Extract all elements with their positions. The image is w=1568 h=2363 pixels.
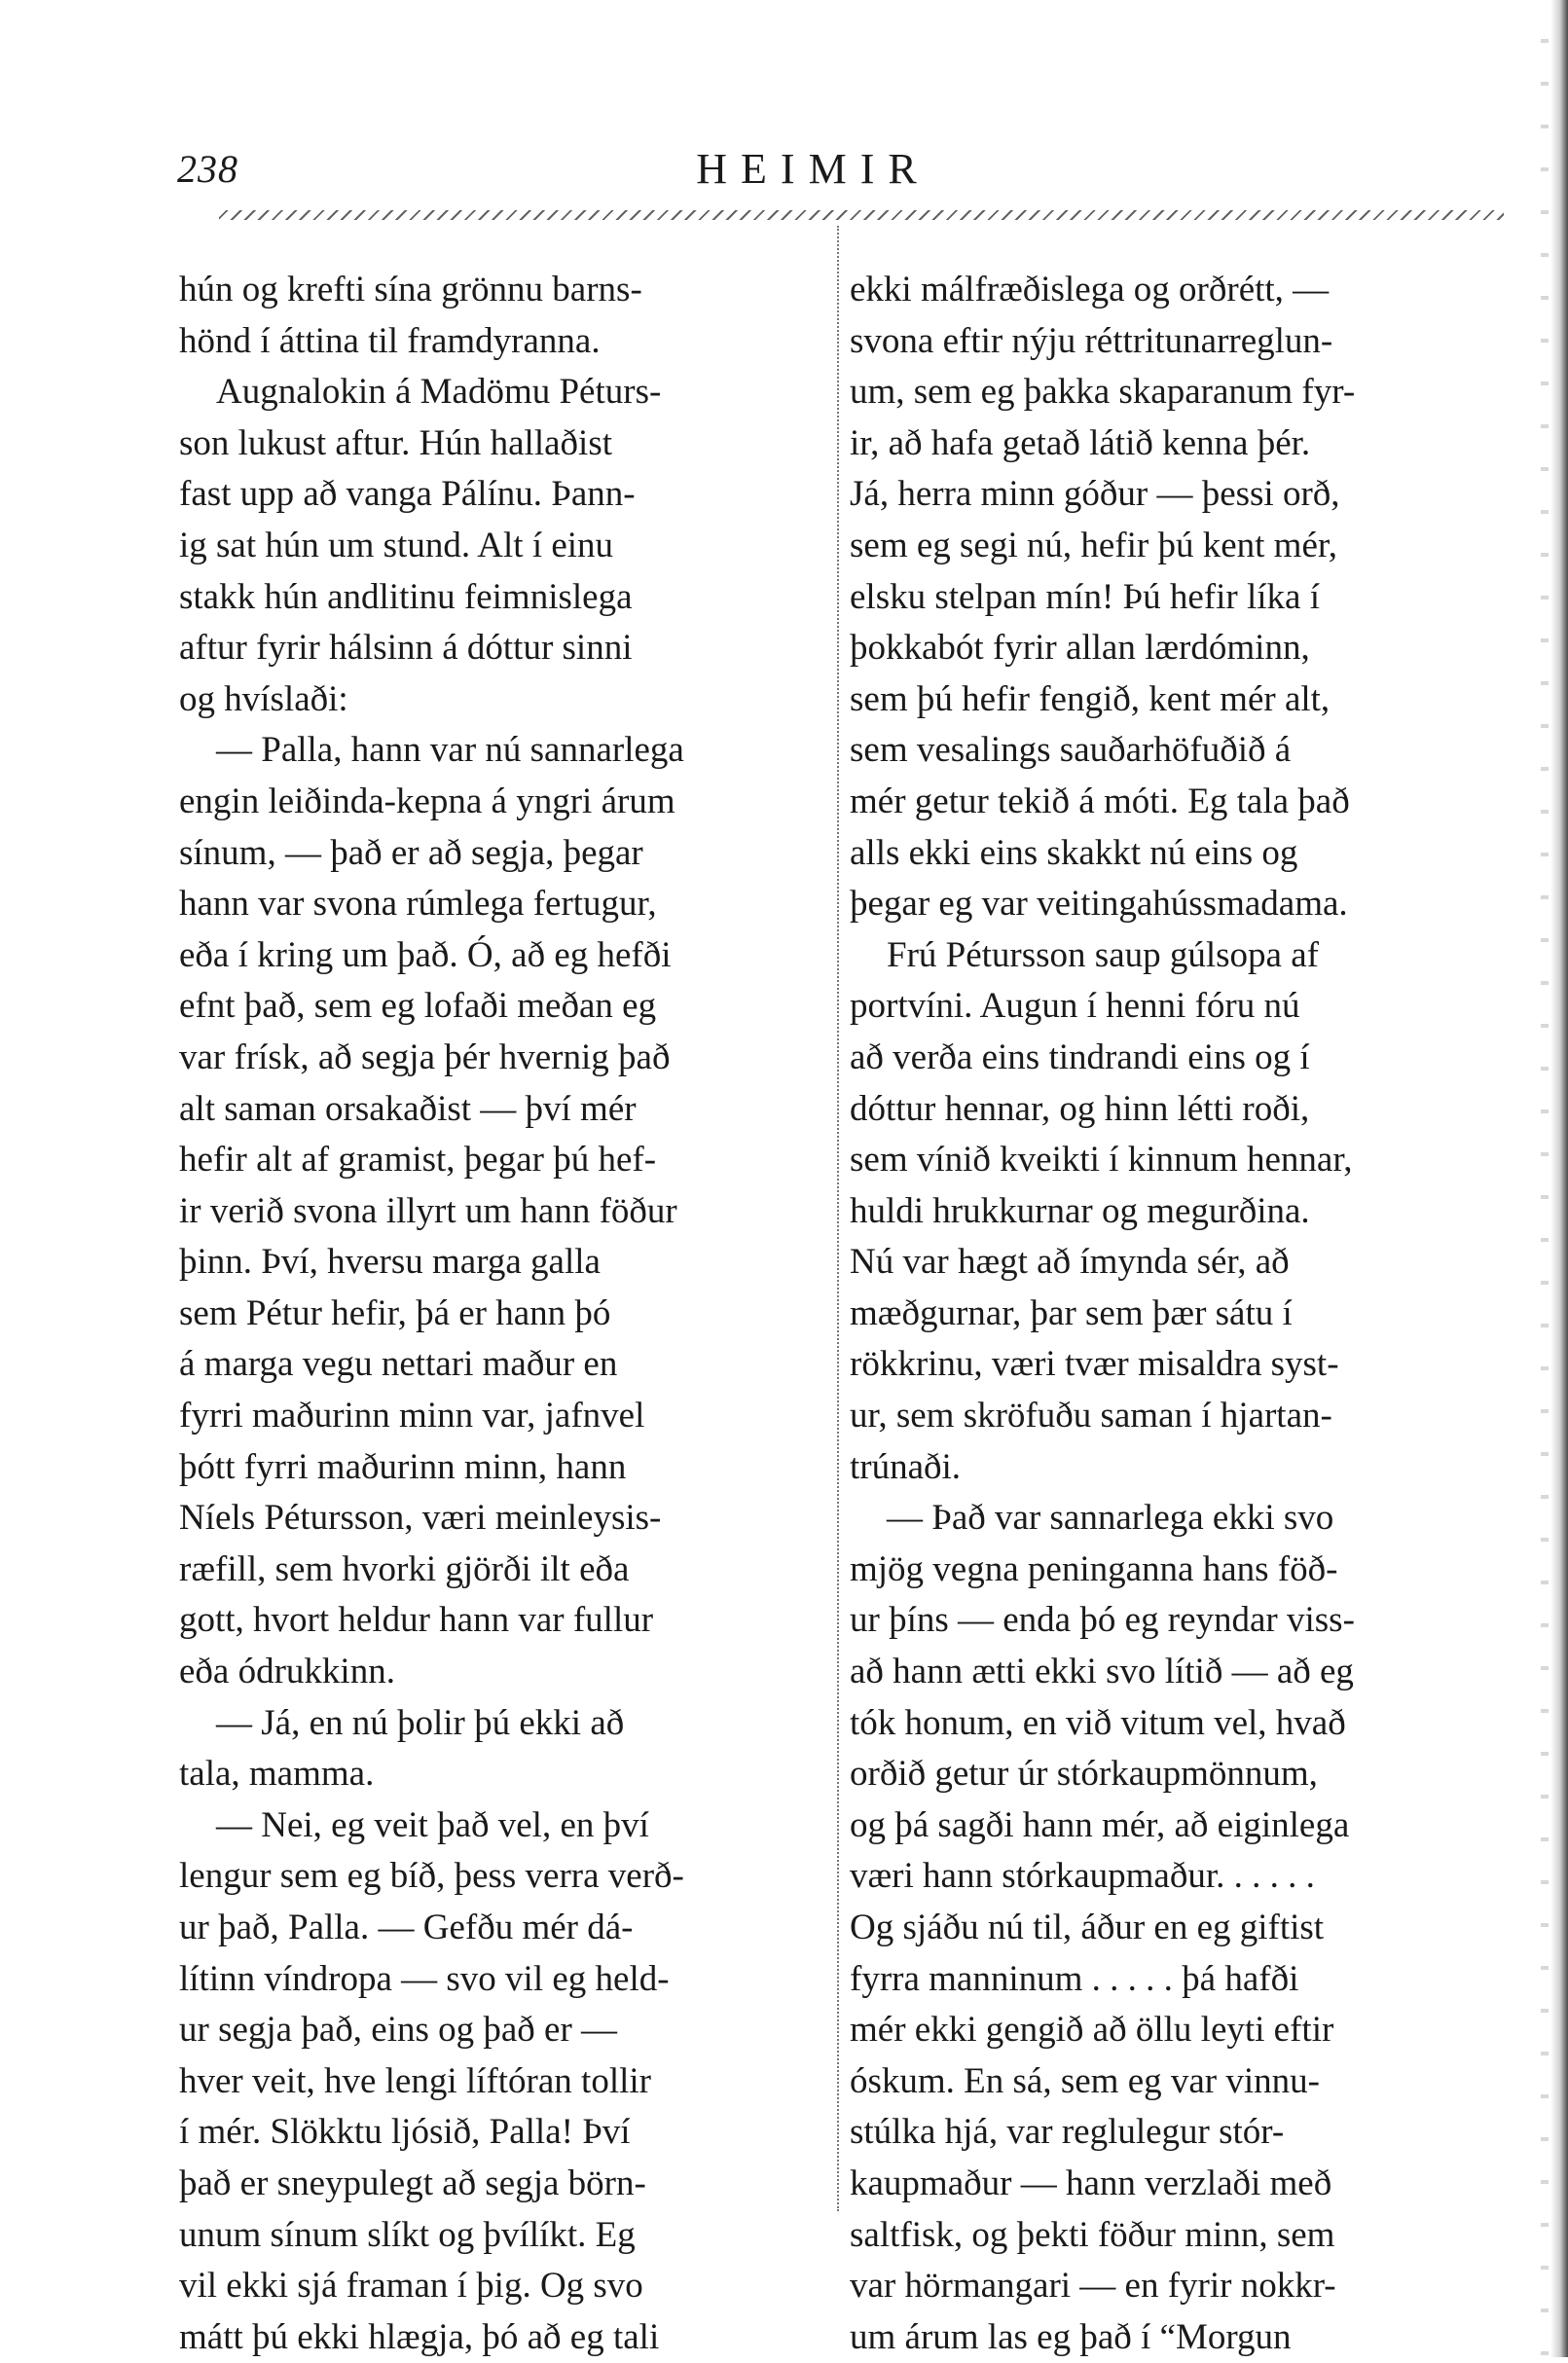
right-column-line: saltfisk, og þekti föður minn, sem — [850, 2214, 1335, 2255]
right-column-line: elsku stelpan mín! Þú hefir líka í — [850, 576, 1320, 617]
right-column-line: stúlka hjá, var reglulegur stór- — [850, 2112, 1285, 2153]
right-column-line: alls ekki eins skakkt nú eins og — [850, 832, 1298, 873]
left-column-line: fyrri maðurinn minn var, jafnvel — [179, 1396, 645, 1436]
right-column-line: ekki málfræðislega og orðrétt, — — [850, 270, 1330, 309]
left-column-line: hver veit, hve lengi líftóran tollir — [179, 2060, 651, 2101]
left-column-line: hefir alt af gramist, þegar þú hef- — [179, 1140, 657, 1181]
left-column-line: fast upp að vanga Pálínu. Þann- — [179, 474, 636, 515]
right-column-line: tók honum, en við vitum vel, hvað — [850, 1702, 1346, 1743]
left-column-line: hönd í áttina til framdyranna. — [179, 320, 601, 361]
right-column-line: kaupmaður — hann verzlaði með — [850, 2163, 1332, 2203]
right-column-line: dóttur hennar, og hinn létti roði, — [850, 1088, 1310, 1129]
left-column-line: þótt fyrri maðurinn minn, hann — [179, 1446, 627, 1487]
left-column-line: lítinn víndropa — svo vil eg held- — [179, 1958, 670, 1999]
right-column-line: var hörmangari — en fyrir nokkr- — [850, 2266, 1336, 2307]
right-column-line: mæðgurnar, þar sem þær sátu í — [850, 1292, 1293, 1333]
left-column-line: aftur fyrir hálsinn á dóttur sinni — [179, 628, 633, 669]
left-column-line: sínum, — það er að segja, þegar — [179, 832, 643, 873]
right-column-line: orðið getur úr stórkaupmönnum, — [850, 1754, 1318, 1795]
left-column-line: ur segja það, eins og það er — — [179, 2010, 618, 2051]
left-column-line: Níels Pétursson, væri meinleysis- — [179, 1498, 662, 1539]
page-edge-shadow — [1550, 0, 1568, 2357]
left-column-line: Augnalokin á Madömu Péturs- — [216, 372, 662, 413]
left-column-line: á marga vegu nettari maður en — [179, 1344, 618, 1385]
right-column-line: sem þú hefir fengið, kent mér alt, — [850, 678, 1331, 719]
column-divider — [837, 226, 839, 2211]
right-column-line: þokkabót fyrir allan lærdóminn, — [850, 628, 1310, 669]
left-column-line: gott, hvort heldur hann var fullur — [179, 1600, 654, 1641]
right-column-line: mér getur tekið á móti. Eg tala það — [850, 781, 1350, 821]
left-column-line: stakk hún andlitinu feimnislega — [179, 576, 633, 617]
left-column-line: sem Pétur hefir, þá er hann þó — [179, 1292, 611, 1333]
left-column-line: eða í kring um það. Ó, að eg hefði — [179, 934, 672, 975]
right-column-line: sem vesalings sauðarhöfuðið á — [850, 730, 1292, 771]
left-column-line: var frísk, að segja þér hvernig það — [179, 1036, 671, 1077]
right-column-line: um, sem eg þakka skaparanum fyr- — [850, 372, 1356, 413]
left-column-line: það er sneypulegt að segja börn- — [179, 2163, 646, 2203]
right-column — [850, 265, 1521, 2363]
left-column-line: í mér. Slökktu ljósið, Palla! Því — [179, 2112, 631, 2153]
left-column-line: son lukust aftur. Hún hallaðist — [179, 422, 612, 463]
right-column-line: portvíni. Augun í henni fóru nú — [850, 986, 1300, 1027]
right-column-line: Frú Pétursson saup gúlsopa af — [887, 934, 1319, 975]
left-column-line: eða ódrukkinn. — [179, 1652, 395, 1692]
page-number: 238 — [177, 147, 238, 191]
right-column-line: trúnaði. — [850, 1446, 962, 1487]
left-column-line: hann var svona rúmlega fertugur, — [179, 884, 657, 925]
left-column-line: þinn. Því, hversu marga galla — [179, 1242, 601, 1283]
right-column-line: Og sjáðu nú til, áður en eg giftist — [850, 1908, 1325, 1947]
right-column-line: um árum las eg það í “Morgun — [850, 2316, 1292, 2357]
right-column-line: mjög vegna peninganna hans föð- — [850, 1548, 1338, 1589]
right-column-line: sem eg segi nú, hefir þú kent mér, — [850, 525, 1337, 565]
running-head: HEIMIR — [696, 145, 930, 193]
right-column-line: Nú var hægt að ímynda sér, að — [850, 1242, 1290, 1283]
left-column-line: alt saman orsakaðist — því mér — [179, 1088, 637, 1129]
right-column-line: fyrra manninum . . . . . þá hafði — [850, 1958, 1299, 1999]
left-column-line: ig sat hún um stund. Alt í einu — [179, 525, 614, 565]
right-column-line: svona eftir nýju réttritunarreglun- — [850, 320, 1333, 361]
right-column-line: ir, að hafa getað látið kenna þér. — [850, 422, 1311, 463]
left-column-line: tala, mamma. — [179, 1754, 375, 1795]
right-column-line: væri hann stórkaupmaður. . . . . . — [850, 1856, 1315, 1897]
left-column-line: — Palla, hann var nú sannarlega — [216, 730, 684, 771]
right-column-line: og þá sagði hann mér, að eiginlega — [850, 1804, 1350, 1845]
left-column-line: unum sínum slíkt og þvílíkt. Eg — [179, 2214, 636, 2255]
right-column-line: mér ekki gengið að öllu leyti eftir — [850, 2010, 1334, 2051]
right-column-line: rökkrinu, væri tvær misaldra syst- — [850, 1344, 1339, 1385]
header-rule — [219, 210, 1504, 220]
right-column-line: óskum. En sá, sem eg var vinnu- — [850, 2060, 1320, 2101]
left-column-line: — Já, en nú þolir þú ekki að — [216, 1702, 625, 1743]
right-column-line: þegar eg var veitingahússmadama. — [850, 884, 1348, 925]
left-column-line: efnt það, sem eg lofaði meðan eg — [179, 986, 657, 1027]
left-column-line: mátt þú ekki hlægja, þó að eg tali — [179, 2316, 660, 2357]
right-column-line: — Það var sannarlega ekki svo — [887, 1498, 1334, 1539]
right-column-line: að verða eins tindrandi eins og í — [850, 1036, 1310, 1077]
right-column-line: að hann ætti ekki svo lítið — að eg — [850, 1652, 1354, 1692]
left-column-line: — Nei, eg veit það vel, en því — [216, 1804, 649, 1845]
left-column-line: ur það, Palla. — Gefðu mér dá- — [179, 1908, 634, 1947]
left-column-line: ir verið svona illyrt um hann föður — [179, 1190, 677, 1231]
left-column-line: og hvíslaði: — [179, 678, 348, 719]
right-column-line: ur, sem skröfuðu saman í hjartan- — [850, 1396, 1332, 1436]
right-column-line: sem vínið kveikti í kinnum hennar, — [850, 1140, 1353, 1181]
left-column — [179, 265, 826, 2363]
left-column-line: lengur sem eg bíð, þess verra verð- — [179, 1856, 684, 1897]
right-column-line: ur þíns — enda þó eg reyndar viss- — [850, 1600, 1355, 1641]
left-column-line: ræfill, sem hvorki gjörði ilt eða — [179, 1548, 630, 1589]
right-column-line: Já, herra minn góður — þessi orð, — [850, 474, 1340, 515]
right-column-line: huldi hrukkurnar og megurðina. — [850, 1190, 1310, 1231]
left-column-line: hún og krefti sína grönnu barns- — [179, 270, 642, 309]
left-column-line: vil ekki sjá framan í þig. Og svo — [179, 2266, 643, 2307]
left-column-line: engin leiðinda-kepna á yngri árum — [179, 781, 675, 821]
